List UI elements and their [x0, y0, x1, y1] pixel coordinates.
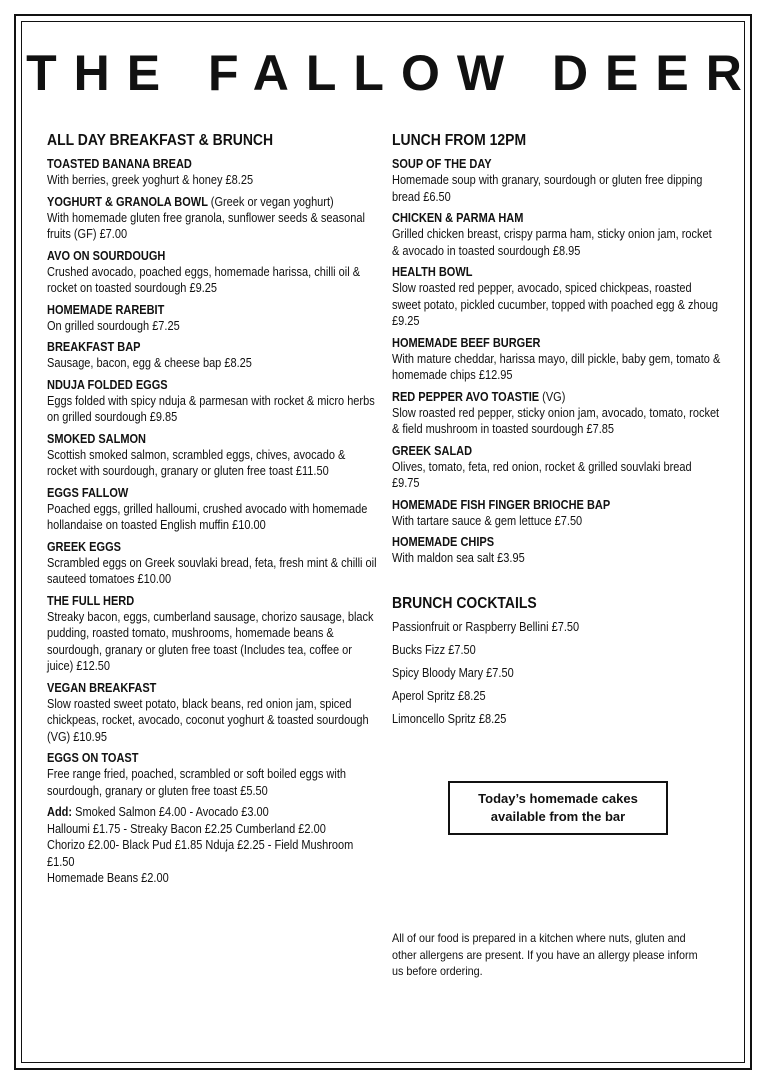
addons-line-2: Halloumi £1.75 - Streaky Bacon £2.25 Cumberland £2.00 — [47, 821, 326, 836]
menu-item-name — [47, 593, 337, 609]
cocktail-name: Aperol Spritz — [392, 688, 455, 703]
cocktail-item — [392, 642, 682, 658]
menu-item-price: £12.95 — [478, 368, 513, 382]
menu-item-desc-text: Olives, tomato, feta, red onion, rocket & grilled souvlaki bread — [392, 459, 692, 474]
menu-item-description — [47, 210, 377, 243]
menu-item-price: £7.00 — [99, 227, 128, 241]
menu-item — [392, 534, 722, 567]
menu-item-title: EGGS FALLOW — [47, 485, 129, 500]
menu-item-price: £7.50 — [554, 513, 583, 528]
cakes-notice-box — [448, 781, 668, 835]
menu-item-name — [47, 539, 337, 555]
menu-item — [392, 156, 722, 205]
menu-item-desc-text: Sausage, bacon, egg & cheese bap — [47, 356, 222, 370]
menu-item-title: VEGAN BREAKFAST — [47, 680, 157, 695]
menu-item-name — [47, 194, 337, 210]
menu-item-name — [392, 534, 682, 550]
menu-item-title: CHICKEN & PARMA HAM — [392, 211, 524, 225]
restaurant-title: THE FALLOW DEER — [26, 45, 759, 101]
cocktail-price: £7.50 — [551, 619, 580, 634]
menu-item-description — [47, 696, 377, 746]
menu-item-title: GREEK EGGS — [47, 539, 121, 554]
menu-item-name — [392, 389, 682, 405]
menu-item-description — [47, 501, 377, 534]
menu-item-title: SMOKED SALMON — [47, 431, 146, 446]
menu-item-name — [392, 443, 682, 459]
menu-item-price: £7.85 — [586, 422, 614, 436]
menu-item-price: £9.75 — [392, 476, 420, 490]
menu-item-price: £8.25 — [225, 173, 254, 187]
addons-line-3: Chorizo £2.00- Black Pud £1.85 Nduja £2.25 - Field Mushroom £1.50 — [47, 838, 354, 869]
menu-item — [392, 335, 722, 384]
menu-item-desc-text: On grilled sourdough — [47, 318, 150, 333]
menu-item-desc-text: Scrambled eggs on Greek souvlaki bread, feta, fresh mint & chilli oil sauteed tomatoes — [47, 555, 377, 586]
menu-item-desc-text: Poached eggs, grilled halloumi, crushed avocado with homemade hollandaise on toasted English muffin — [47, 501, 368, 532]
menu-item-description — [47, 393, 377, 426]
menu-item-description — [392, 280, 722, 330]
menu-item-name — [47, 156, 337, 172]
menu-item — [47, 156, 377, 189]
menu-item-desc-text: With homemade gluten free granola, sunflower seeds & seasonal fruits (GF) — [47, 210, 365, 241]
menu-item-note: (VG) — [542, 389, 566, 404]
menu-item-desc-text: Slow roasted sweet potato, black beans, red onion jam, spiced chickpeas, rocket, avocado, coconut yoghurt & toasted sourdough (VG) — [47, 696, 369, 744]
menu-item-title: HOMEMADE FISH FINGER BRIOCHE BAP — [392, 497, 611, 512]
menu-item-title: EGGS ON TOAST — [47, 751, 139, 765]
menu-item-price: £11.50 — [295, 464, 329, 478]
menu-item-desc-text: With tartare sauce & gem lettuce — [392, 513, 552, 528]
menu-item-desc-text: With mature cheddar, harissa mayo, dill pickle, baby gem, tomato & homemade chips — [392, 351, 721, 382]
menu-item-name — [392, 210, 682, 226]
menu-item — [47, 248, 377, 297]
menu-item — [47, 194, 377, 243]
addons-line-1: Smoked Salmon £4.00 - Avocado £3.00 — [75, 805, 269, 819]
menu-item-description — [47, 447, 377, 480]
menu-item-title: HOMEMADE BEEF BURGER — [392, 335, 541, 350]
cocktail-price: £7.50 — [448, 642, 476, 657]
breakfast-heading: ALL DAY BREAKFAST & BRUNCH — [47, 132, 274, 149]
menu-item-name — [47, 302, 337, 318]
cocktail-name: Bucks Fizz — [392, 642, 446, 657]
addons-label: Add: — [47, 805, 73, 819]
menu-item-name — [392, 264, 682, 280]
menu-item-desc-text: Free range fried, poached, scrambled or soft boiled eggs with sourdough, granary or gluten free toast — [47, 767, 347, 798]
menu-item-desc-text: Slow roasted red pepper, avocado, spiced chickpeas, roasted sweet potato, pickled cucumber, topped with poached egg & zhoug — [392, 281, 718, 312]
menu-item — [47, 339, 377, 372]
menu-item-title: HEALTH BOWL — [392, 265, 473, 279]
menu-item-description — [392, 459, 722, 492]
cocktail-price: £8.25 — [458, 688, 486, 703]
menu-item-description — [392, 226, 722, 259]
menu-item-price: £5.50 — [240, 783, 268, 798]
cakes-line-1: Today’s homemade cakes — [478, 791, 638, 806]
menu-item — [47, 680, 377, 746]
menu-item-name — [47, 431, 337, 447]
menu-item-description — [47, 355, 377, 372]
menu-item-title: YOGHURT & GRANOLA BOWL — [47, 194, 208, 209]
menu-item-price: £10.95 — [73, 729, 107, 744]
menu-item-desc-text: Homemade soup with granary, sourdough or gluten free dipping bread — [392, 173, 703, 204]
menu-item-desc-text: Eggs folded with spicy nduja & parmesan with rocket & micro herbs on grilled sourdough — [47, 393, 375, 424]
breakfast-items — [47, 156, 377, 799]
menu-item-description — [392, 513, 722, 530]
menu-item-name — [47, 248, 337, 264]
menu-item-desc-text: Scottish smoked salmon, scrambled eggs, chives, avocado & rocket with sourdough, granary or gluten free toast — [47, 447, 346, 478]
cocktail-item — [392, 665, 682, 681]
menu-item-price: £3.95 — [497, 551, 525, 565]
menu-item-name — [47, 750, 337, 766]
menu-item-name — [392, 497, 682, 513]
allergen-notice: All of our food is prepared in a kitchen where nuts, gluten and other allergens are present. If you have an allergy please inform us before ordering. — [392, 931, 698, 978]
menu-item-price: £9.85 — [149, 410, 178, 424]
menu-item-name — [392, 335, 682, 351]
cocktail-price: £7.50 — [486, 665, 514, 680]
addons-block — [47, 804, 377, 887]
lunch-column — [392, 132, 722, 734]
menu-item-price: £8.25 — [224, 356, 252, 370]
menu-item-name — [47, 485, 337, 501]
menu-item-title: BREAKFAST BAP — [47, 340, 141, 354]
menu-item-title: SOUP OF THE DAY — [392, 157, 492, 171]
menu-item-title: HOMEMADE RAREBIT — [47, 302, 165, 317]
menu-item-description — [47, 609, 377, 675]
menu-item — [47, 593, 377, 675]
menu-item-name — [47, 339, 337, 355]
menu-item-price: £12.50 — [76, 659, 111, 673]
menu-item-title: THE FULL HERD — [47, 593, 135, 608]
breakfast-column — [47, 132, 377, 887]
lunch-items — [392, 156, 722, 567]
menu-item-name — [392, 156, 682, 172]
menu-item-desc-text: With berries, greek yoghurt & honey — [47, 173, 223, 187]
cocktail-item — [392, 619, 682, 635]
menu-item — [47, 750, 377, 799]
menu-item-desc-text: With maldon sea salt — [392, 551, 495, 565]
menu-item — [47, 485, 377, 534]
lunch-heading: LUNCH FROM 12PM — [392, 132, 527, 149]
cocktail-item — [392, 688, 682, 704]
menu-item-note: (Greek or vegan yoghurt) — [210, 194, 334, 209]
cocktail-price: £8.25 — [478, 711, 507, 726]
menu-item-desc-text: Slow roasted red pepper, sticky onion jam, avocado, tomato, rocket & field mushroom in toasted sourdough — [392, 405, 720, 436]
menu-item-description — [392, 550, 722, 567]
menu-item-description — [47, 766, 377, 799]
menu-item — [392, 443, 722, 492]
menu-item-price: £8.95 — [552, 243, 581, 258]
cocktail-item — [392, 711, 682, 727]
menu-item-description — [47, 264, 377, 297]
cocktail-name: Spicy Bloody Mary — [392, 665, 484, 680]
menu-item — [392, 389, 722, 438]
menu-item-description — [47, 555, 377, 588]
menu-item-title: HOMEMADE CHIPS — [392, 535, 495, 549]
menu-item-description — [47, 318, 377, 335]
menu-item-price: £9.25 — [189, 281, 218, 295]
cakes-line-2: available from the bar — [490, 809, 626, 824]
menu-item — [47, 431, 377, 480]
menu-item-price: £9.25 — [392, 314, 420, 328]
menu-item-description — [392, 405, 722, 438]
cocktail-name: Passionfruit or Raspberry Bellini — [392, 619, 549, 634]
menu-item-title: TOASTED BANANA BREAD — [47, 157, 192, 171]
menu-item — [392, 497, 722, 530]
menu-item-desc-text: Streaky bacon, eggs, cumberland sausage, chorizo sausage, black pudding, roasted tomato, mushrooms, homemade beans & sourdough, granary or gluten free toast (Includes tea, coffee or juice) — [47, 609, 374, 673]
cocktails-heading: BRUNCH COCKTAILS — [392, 594, 537, 612]
menu-item-title: GREEK SALAD — [392, 443, 473, 458]
menu-item-price: £6.50 — [423, 189, 451, 204]
menu-item-description — [392, 351, 722, 384]
menu-item-name — [47, 377, 337, 393]
menu-item — [47, 377, 377, 426]
menu-item-desc-text: Crushed avocado, poached eggs, homemade harissa, chilli oil & rocket on toasted sourdough — [47, 264, 361, 295]
menu-item-title: AVO ON SOURDOUGH — [47, 248, 166, 263]
menu-item-description — [47, 172, 377, 189]
menu-item — [392, 210, 722, 259]
menu-item-desc-text: Grilled chicken breast, crispy parma ham, sticky onion jam, rocket & avocado in toasted sourdough — [392, 227, 712, 258]
cocktail-name: Limoncello Spritz — [392, 711, 476, 726]
menu-item-price: £10.00 — [137, 572, 172, 586]
menu-item — [47, 302, 377, 335]
menu-item-title: NDUJA FOLDED EGGS — [47, 377, 168, 392]
menu-item — [47, 539, 377, 588]
menu-item-price: £7.25 — [152, 318, 180, 333]
menu-item-name — [47, 680, 337, 696]
addons-line-4: Homemade Beans £2.00 — [47, 871, 169, 885]
menu-item-price: £10.00 — [232, 518, 266, 532]
menu-item-title: RED PEPPER AVO TOASTIE — [392, 389, 540, 404]
menu-item-description — [392, 172, 722, 205]
cocktail-items — [392, 619, 722, 727]
menu-item — [392, 264, 722, 330]
